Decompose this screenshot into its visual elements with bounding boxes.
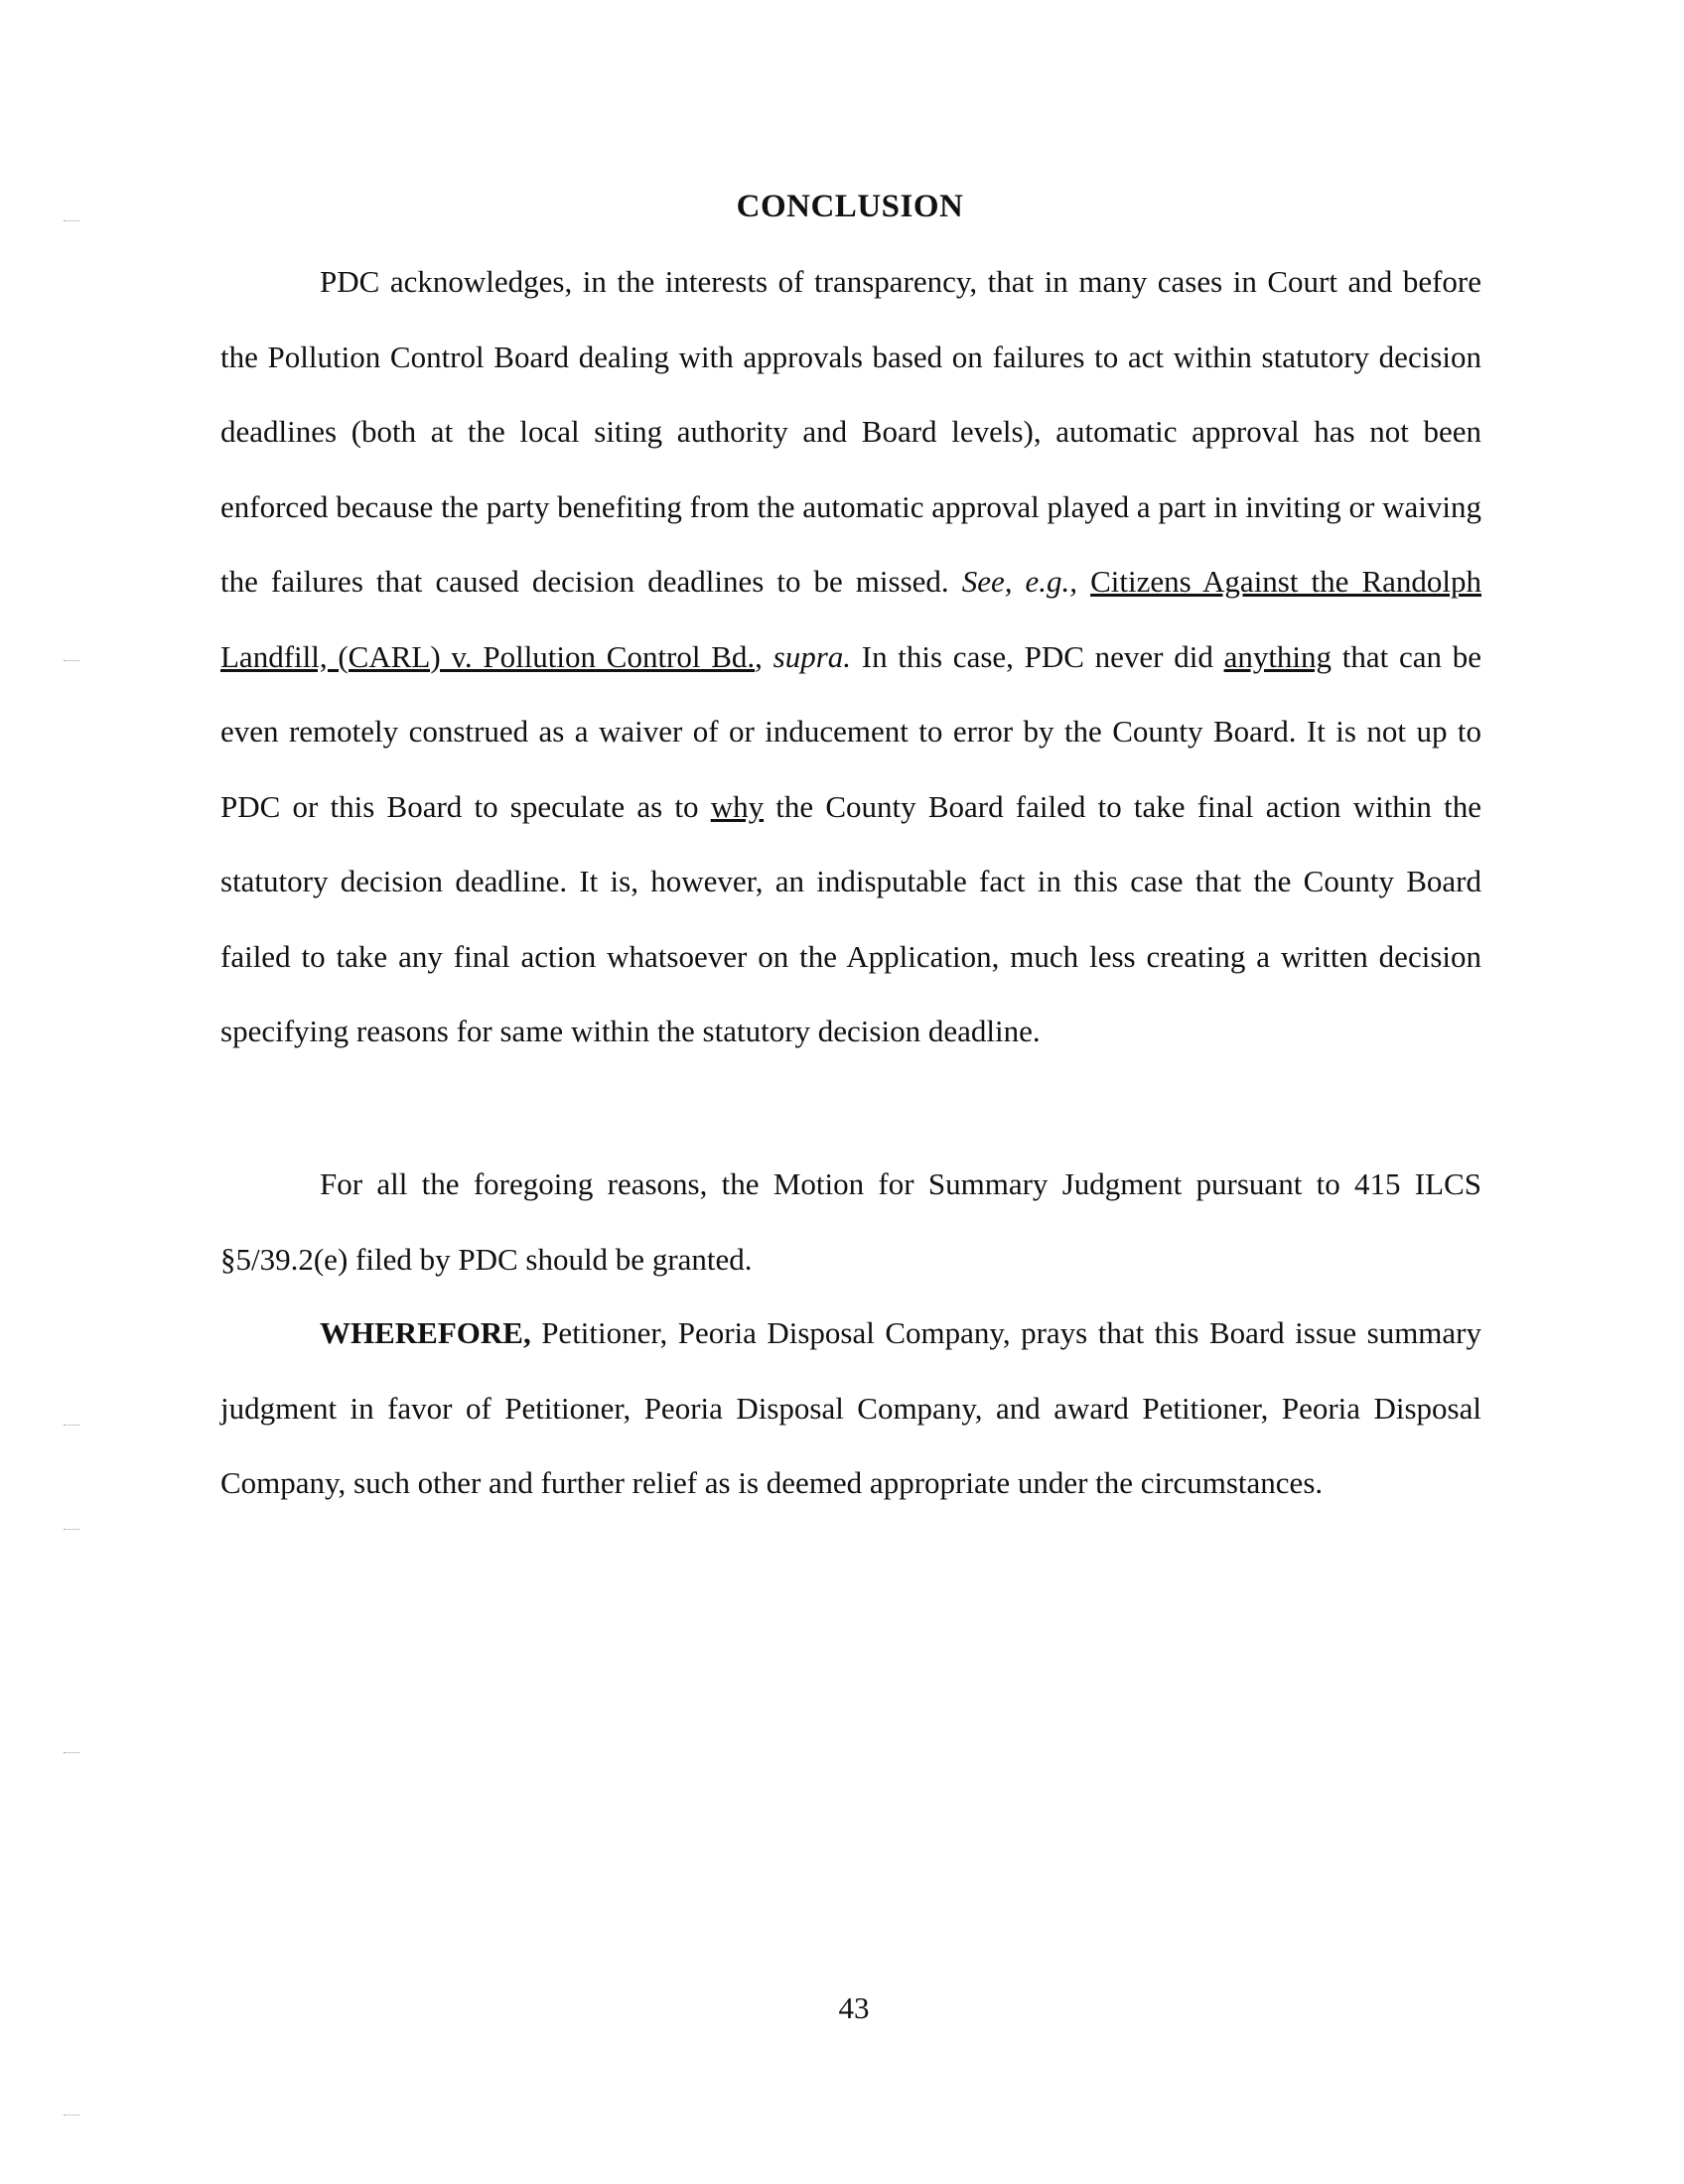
margin-mark <box>64 1425 79 1427</box>
paragraph-text: Petitioner, Peoria Disposal Company, prays that this Board issue summary judgment in favor of Petitioner, Peoria Disposal Company, and award Petitioner, Peoria Disposal Company, such other and further relief as is deemed appropriate under the circumstances. <box>220 1315 1481 1500</box>
emphasis-anything: anything <box>1223 638 1333 674</box>
paragraph-text: In this case, PDC never did <box>851 638 1224 674</box>
citation-signal: See, e.g., <box>961 564 1078 599</box>
margin-mark <box>64 220 79 222</box>
paragraph-foregoing-reasons <box>220 1147 1481 1297</box>
margin-mark <box>64 1752 79 1754</box>
paragraph-text <box>1077 564 1090 599</box>
margin-mark <box>64 1529 79 1531</box>
section-heading: CONCLUSION <box>736 189 964 224</box>
case-citation: Citizens Against the Randolph Landfill, (CARL) v. Pollution Control Bd. <box>220 564 1482 674</box>
paragraph-transparency <box>220 244 1481 1069</box>
paragraph-text: the County Board failed to take final action within the statutory decision deadline. It is, however, an indisputable fact in this case that the County Board failed to take any final action whatsoever on the Application, much less creating a written decision specifying reasons for same within the statutory decision deadline. <box>220 788 1481 1048</box>
margin-mark <box>64 660 79 662</box>
emphasis-why: why <box>710 788 765 824</box>
margin-mark <box>64 2115 79 2116</box>
page-number: 43 <box>838 1990 870 2025</box>
paragraph-wherefore <box>220 1296 1481 1521</box>
citation-supra: supra. <box>772 638 852 674</box>
wherefore-lead: WHEREFORE, <box>320 1315 531 1350</box>
paragraph-text: For all the foregoing reasons, the Motion for Summary Judgment pursuant to 415 ILCS §5/39.2(e) filed by PDC should be granted. <box>220 1166 1481 1277</box>
paragraph-text: that can be even remotely construed as a waiver of or inducement to error by the County Board. It is not up to PDC or this Board to speculate as to <box>220 638 1482 824</box>
paragraph-text: PDC acknowledges, in the interests of transparency, that in many cases in Court and before the Pollution Control Board dealing with approvals based on failures to act within statutory decision deadlines (both at the local siting authority and Board levels), automatic approval has not been enforced because the party benefiting from the automatic approval played a part in inviting or waiving the failures that caused decision deadlines to be missed. <box>220 264 1481 599</box>
paragraph-text: , <box>755 638 773 674</box>
